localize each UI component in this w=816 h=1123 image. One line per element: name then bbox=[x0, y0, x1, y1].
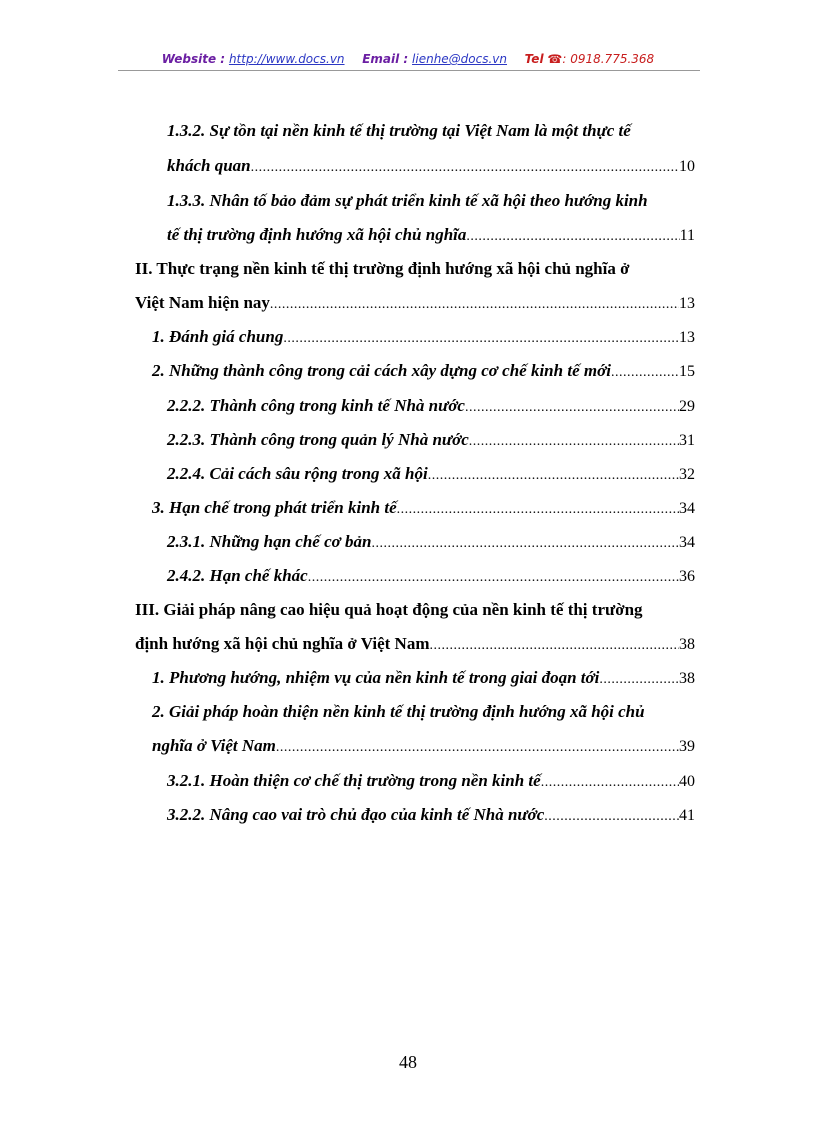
toc-entry[interactable] bbox=[167, 464, 695, 486]
toc-leader bbox=[371, 534, 679, 554]
toc-entry-text: tế thị trường định hướng xã hội chủ nghĩa bbox=[167, 225, 467, 244]
toc-entry[interactable] bbox=[167, 396, 695, 418]
toc-entry-text: nghĩa ở Việt Nam bbox=[152, 736, 276, 755]
toc-entry-text: 2.4.2. Hạn chế khác bbox=[167, 566, 308, 585]
toc-page-number: 36 bbox=[679, 568, 695, 585]
toc-leader bbox=[469, 432, 679, 452]
toc-entry-text: 3. Hạn chế trong phát triển kinh tế bbox=[152, 498, 397, 517]
toc-entry-text: 3.2.1. Hoàn thiện cơ chế thị trường trong nền kinh tế bbox=[167, 771, 541, 790]
toc-entry-text: III. Giải pháp nâng cao hiệu quả hoạt động của nền kinh tế thị trường bbox=[135, 600, 643, 619]
toc-entry[interactable] bbox=[167, 225, 695, 247]
toc-page-number: 40 bbox=[679, 773, 695, 790]
toc-leader bbox=[430, 636, 680, 656]
toc-entry[interactable] bbox=[135, 634, 695, 656]
toc-entry[interactable] bbox=[167, 805, 695, 827]
toc-entry-text: 3.2.2. Nâng cao vai trò chủ đạo của kinh tế Nhà nước bbox=[167, 805, 545, 824]
toc-page-number: 38 bbox=[679, 670, 695, 687]
toc-page-number: 34 bbox=[679, 500, 695, 517]
tel-value: : 0918.775.368 bbox=[562, 52, 655, 66]
toc-entry-text: 2. Giải pháp hoàn thiện nền kinh tế thị trường định hướng xã hội chủ bbox=[152, 702, 645, 721]
toc-entry-text: 2.2.3. Thành công trong quản lý Nhà nước bbox=[167, 430, 469, 449]
toc-entry-text: 1.3.2. Sự tồn tại nền kinh tế thị trường tại Việt Nam là một thực tế bbox=[167, 121, 631, 140]
toc-leader bbox=[599, 670, 679, 690]
toc-page-number: 13 bbox=[679, 329, 695, 346]
toc-entry[interactable] bbox=[135, 259, 695, 279]
toc-entry-text: 2.3.1. Những hạn chế cơ bản bbox=[167, 532, 372, 551]
toc-entry-text: Việt Nam hiện nay bbox=[135, 293, 270, 312]
toc-entry[interactable] bbox=[167, 532, 695, 554]
toc-entry-text: 1. Đánh giá chung bbox=[152, 327, 284, 346]
toc-leader bbox=[397, 500, 679, 520]
toc-entry[interactable] bbox=[152, 498, 695, 520]
toc-entry[interactable] bbox=[167, 430, 695, 452]
toc-leader bbox=[276, 738, 679, 758]
toc-leader bbox=[611, 363, 679, 383]
toc-page-number: 34 bbox=[679, 534, 695, 551]
toc-page-number: 32 bbox=[679, 466, 695, 483]
toc-entry-text: 2.2.2. Thành công trong kinh tế Nhà nước bbox=[167, 396, 465, 415]
toc-entry[interactable] bbox=[167, 566, 695, 588]
toc-leader bbox=[283, 329, 679, 349]
toc-entry[interactable] bbox=[135, 293, 695, 315]
toc-entry[interactable] bbox=[152, 736, 695, 758]
email-link[interactable]: lienhe@docs.vn bbox=[412, 52, 508, 66]
toc-leader bbox=[544, 807, 679, 827]
toc-page-number: 39 bbox=[679, 738, 695, 755]
toc-entry[interactable] bbox=[152, 668, 695, 690]
toc-entry[interactable] bbox=[135, 600, 695, 620]
toc-entry[interactable] bbox=[167, 771, 695, 793]
website-label: Website : bbox=[161, 52, 226, 66]
toc-page-number: 38 bbox=[679, 636, 695, 653]
toc-page-number: 29 bbox=[679, 398, 695, 415]
toc-entry-text: 2. Những thành công trong cải cách xây dựng cơ chế kinh tế mới bbox=[152, 361, 611, 380]
tel-label: Tel bbox=[524, 52, 544, 66]
toc-entry[interactable] bbox=[152, 702, 695, 722]
toc-page-number: 41 bbox=[679, 807, 695, 824]
toc-leader bbox=[428, 466, 679, 486]
toc-entry[interactable] bbox=[167, 191, 695, 211]
toc-page-number: 13 bbox=[679, 295, 695, 312]
toc-leader bbox=[270, 295, 679, 315]
toc-entry-text: khách quan bbox=[167, 156, 251, 175]
toc-entry-text: 1. Phương hướng, nhiệm vụ của nền kinh tế trong giai đoạn tới bbox=[152, 668, 600, 687]
header-divider bbox=[118, 70, 700, 71]
toc-leader bbox=[465, 398, 679, 418]
toc-entry[interactable] bbox=[167, 156, 695, 178]
page-number: 48 bbox=[399, 1052, 417, 1072]
toc-entry[interactable] bbox=[152, 327, 695, 349]
email-label: Email : bbox=[362, 52, 409, 66]
toc-entry-text: 1.3.3. Nhân tố bảo đảm sự phát triển kinh tế xã hội theo hướng kinh bbox=[167, 191, 648, 210]
toc-leader bbox=[466, 227, 679, 247]
phone-icon: ☎ bbox=[547, 52, 563, 66]
toc-entry[interactable] bbox=[152, 361, 695, 383]
toc-entry[interactable] bbox=[167, 121, 695, 141]
page-header bbox=[0, 52, 816, 66]
toc-entry-text: II. Thực trạng nền kinh tế thị trường định hướng xã hội chủ nghĩa ở bbox=[135, 259, 630, 278]
toc-page-number: 10 bbox=[679, 158, 695, 175]
toc-page-number: 15 bbox=[679, 363, 695, 380]
website-link[interactable]: http://www.docs.vn bbox=[228, 52, 345, 66]
toc-leader bbox=[541, 773, 679, 793]
toc-leader bbox=[251, 158, 679, 178]
toc-page-number: 11 bbox=[679, 227, 695, 244]
toc-leader bbox=[308, 568, 679, 588]
toc-page-number: 31 bbox=[679, 432, 695, 449]
toc-entry-text: 2.2.4. Cải cách sâu rộng trong xã hội bbox=[167, 464, 428, 483]
toc-entry-text: định hướng xã hội chủ nghĩa ở Việt Nam bbox=[135, 634, 430, 653]
